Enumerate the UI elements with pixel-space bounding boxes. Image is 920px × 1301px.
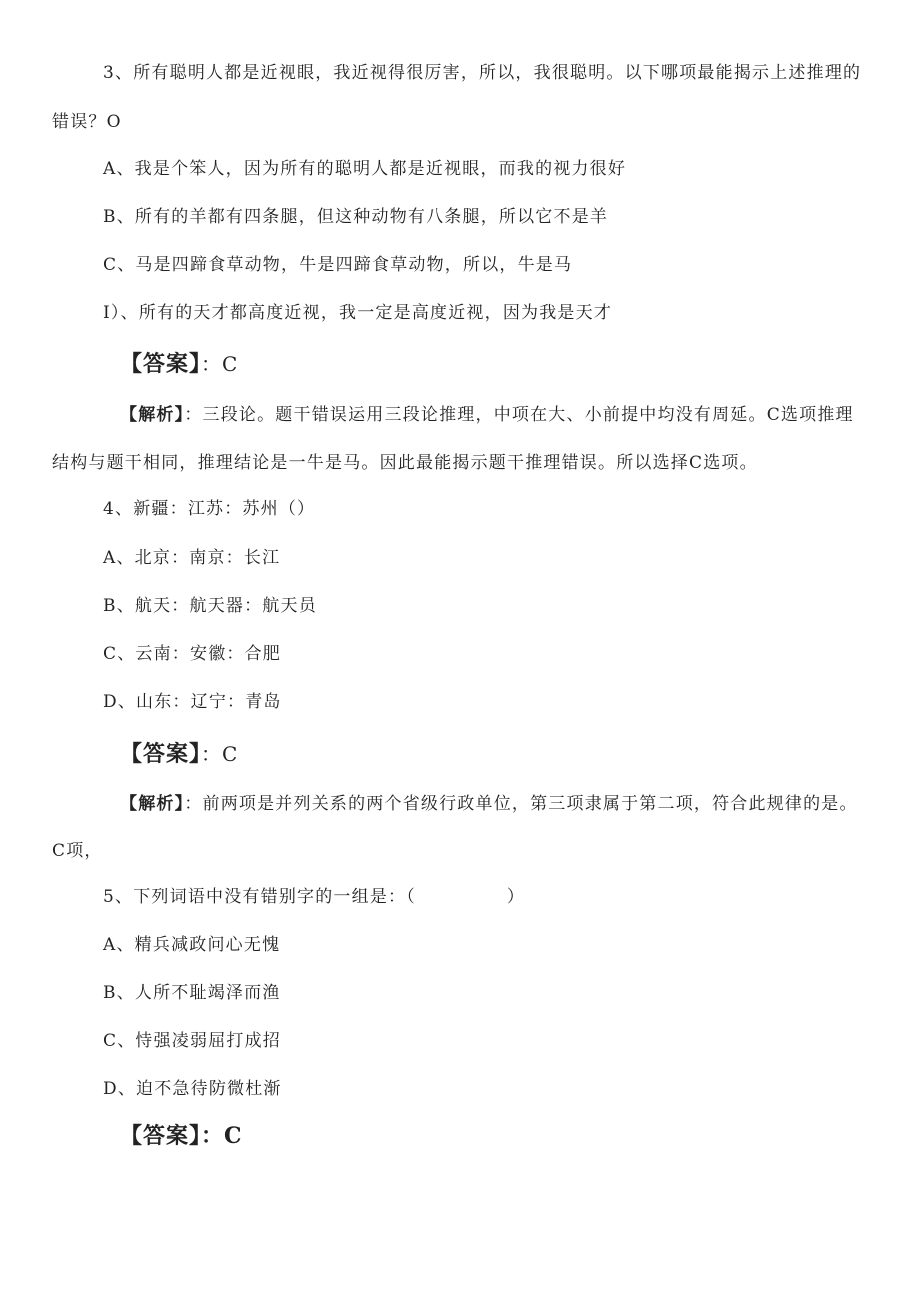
question-5-option-d: D、迫不急待防微杜渐	[103, 1079, 282, 1099]
question-3-stem-cont: 错误？O	[52, 112, 122, 132]
question-5-option-a: A、精兵减政问心无愧	[103, 935, 281, 955]
question-3-stem: 3、所有聪明人都是近视眼，我近视得很厉害，所以，我很聪明。以下哪项最能揭示上述推理的	[103, 63, 862, 83]
answer-value: ：C	[201, 742, 239, 766]
answer-label: 【答案】	[120, 351, 202, 377]
question-3-analysis-cont: 结构与题干相同，推理结论是一牛是马。因此最能揭示题干推理错误。所以选择C选项。	[52, 453, 758, 473]
answer-label: 【答案】	[120, 741, 202, 767]
answer-value: ：C	[201, 1123, 243, 1149]
question-3-answer	[120, 350, 238, 378]
question-4-option-d: D、山东：辽宁：青岛	[103, 692, 282, 712]
question-4-option-c: C、云南：安徽：合肥	[103, 644, 282, 664]
question-3-option-c: C、马是四蹄食草动物，牛是四蹄食草动物，所以，牛是马	[103, 255, 573, 275]
question-5-option-b: B、人所不耻竭泽而渔	[103, 983, 281, 1003]
analysis-text: ：前两项是并列关系的两个省级行政单位，第三项隶属于第二项，符合此规律的是。	[184, 794, 858, 814]
question-3-option-b: B、所有的羊都有四条腿，但这种动物有八条腿，所以它不是羊	[103, 207, 609, 227]
question-5-option-c: C、恃强凌弱屈打成招	[103, 1031, 282, 1051]
question-4-analysis-cont: C项，	[52, 841, 103, 861]
question-4-analysis	[120, 793, 858, 815]
question-5-answer	[120, 1122, 243, 1150]
analysis-label: 【解析】	[120, 405, 185, 425]
question-4-stem: 4、新疆：江苏：苏州（）	[103, 499, 316, 519]
question-3-option-d: I）、所有的天才都高度近视，我一定是高度近视，因为我是天才	[103, 303, 613, 323]
question-4-option-a: A、北京：南京：长江	[103, 548, 281, 568]
question-4-option-b: B、航天：航天器：航天员	[103, 596, 317, 616]
analysis-label: 【解析】	[120, 794, 185, 814]
question-3-option-a: A、我是个笨人，因为所有的聪明人都是近视眼，而我的视力很好	[103, 159, 627, 179]
question-5-stem: 5、下列词语中没有错别字的一组是：（ ）	[103, 887, 526, 907]
answer-label: 【答案】	[120, 1123, 202, 1149]
question-4-answer	[120, 740, 238, 768]
analysis-text: ：三段论。题干错误运用三段论推理，中项在大、小前提中均没有周延。C选项推理	[184, 405, 854, 425]
answer-value: ：C	[201, 352, 239, 376]
question-3-analysis	[120, 404, 854, 426]
